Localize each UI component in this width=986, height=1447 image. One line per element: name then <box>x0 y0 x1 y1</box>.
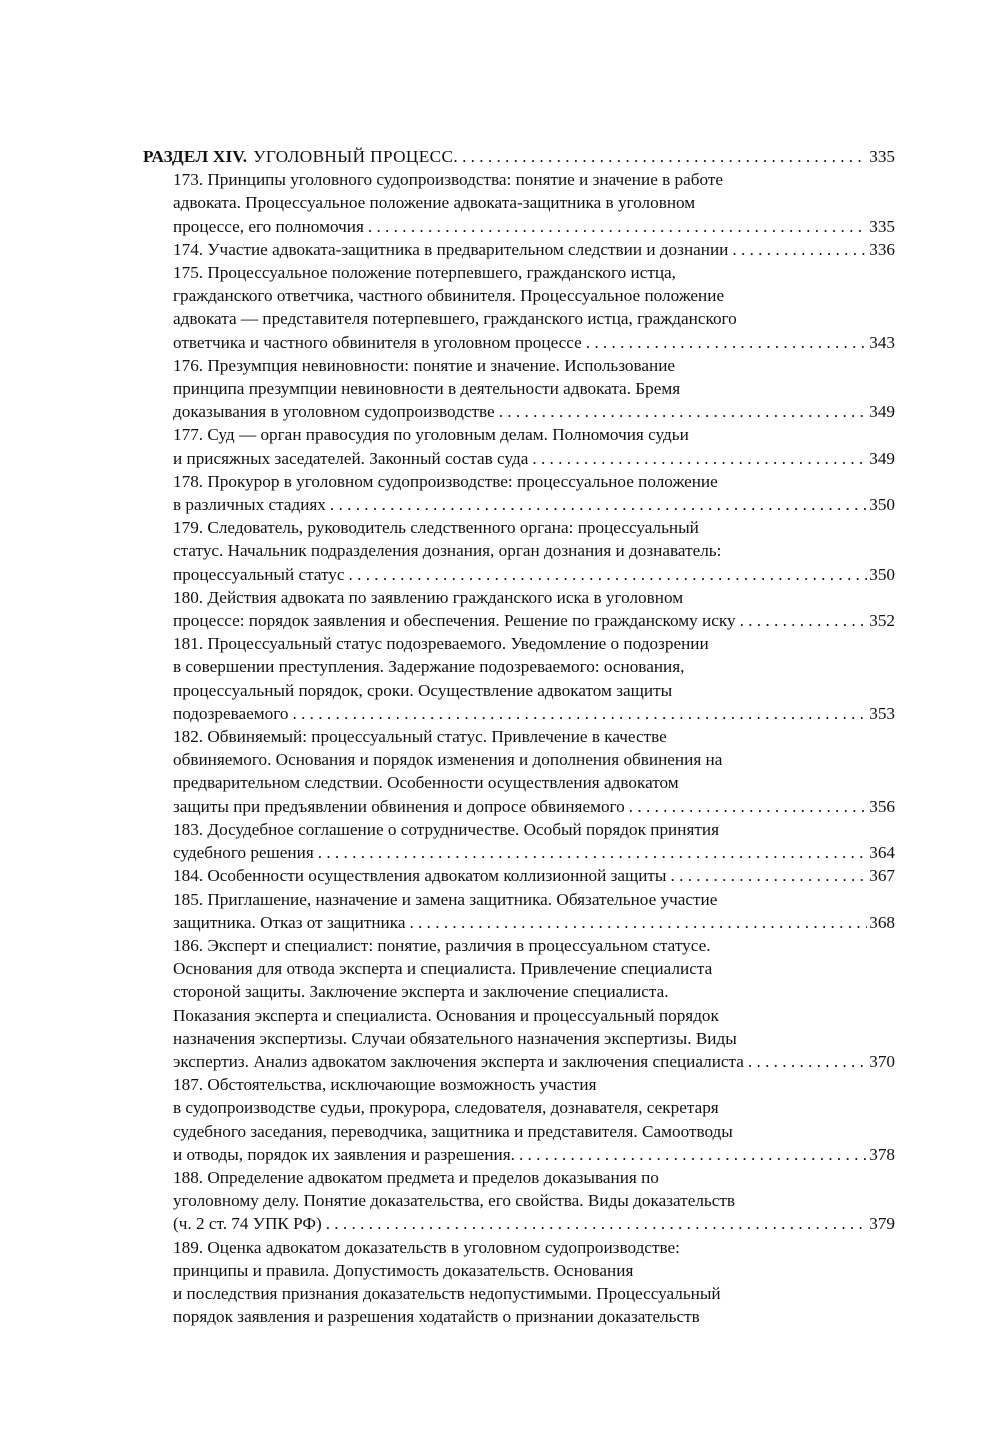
toc-entry-page-number: 368 <box>869 912 895 932</box>
toc-entry-line: 178. Прокурор в уголовном судопроизводстве: процессуальное положение <box>173 471 718 491</box>
leader-dots <box>288 702 867 725</box>
toc-entry-line: в судопроизводстве судьи, прокурора, следователя, дознавателя, секретаря <box>173 1098 719 1118</box>
leader-dots <box>495 400 868 423</box>
toc-entry-text: 184. Особенности осуществления адвокатом коллизионной защиты <box>173 866 667 886</box>
toc-entry-last-line <box>173 702 895 725</box>
toc-entry-page-number: 378 <box>869 1144 895 1164</box>
toc-entry-page-number: 367 <box>869 866 895 886</box>
leader-dots <box>625 795 867 818</box>
toc-entry <box>143 586 895 632</box>
toc-entry-line: 188. Определение адвокатом предмета и пределов доказывания по <box>173 1167 659 1187</box>
toc-entry-line: судебного заседания, переводчика, защитника и представителя. Самоотводы <box>173 1121 733 1141</box>
toc-entry <box>143 238 895 261</box>
toc-entry-last-line <box>173 1143 895 1166</box>
section-heading <box>143 145 895 168</box>
toc-entry-line: 181. Процессуальный статус подозреваемого. Уведомление о подозрении <box>173 634 709 654</box>
toc-entry-last-line <box>173 215 895 238</box>
toc-entry-text: судебного решения <box>173 843 314 863</box>
leader-dots <box>515 1143 867 1166</box>
toc-entry-line: адвоката. Процессуальное положение адвоката-защитника в уголовном <box>173 193 696 213</box>
toc-entry-last-line <box>173 1212 895 1235</box>
toc-entry-page-number: 370 <box>869 1051 895 1071</box>
toc-entry-line: назначения экспертизы. Случаи обязательного назначения экспертизы. Виды <box>173 1028 737 1048</box>
toc-entry-text: ответчика и частного обвинителя в уголовном процессе <box>173 332 582 352</box>
leader-dots <box>528 447 867 470</box>
toc-entry-text: 174. Участие адвоката-защитника в предварительном следствии и дознании <box>173 239 729 259</box>
toc-entry-last-line <box>173 493 895 516</box>
toc-entry <box>143 864 895 887</box>
toc-entry-text: процессуальный статус <box>173 564 345 584</box>
toc-entry <box>143 725 895 818</box>
toc-entry-line: 177. Суд — орган правосудия по уголовным делам. Полномочия судьи <box>173 425 689 445</box>
toc-entry-page-number: 349 <box>869 402 895 422</box>
toc-entry <box>143 934 895 1073</box>
toc-entry-text: процессе: порядок заявления и обеспечения. Решение по гражданскому иску <box>173 611 736 631</box>
toc-entry-line: гражданского ответчика, частного обвинителя. Процессуальное положение <box>173 286 725 306</box>
toc-entry-line: 173. Принципы уголовного судопроизводства: понятие и значение в работе <box>173 170 724 190</box>
toc-entry-last-line <box>173 911 895 934</box>
leader-dots <box>322 1212 868 1235</box>
toc-entry-line: 185. Приглашение, назначение и замена защитника. Обязательное участие <box>173 889 718 909</box>
toc-entry-text: доказывания в уголовном судопроизводстве <box>173 402 495 422</box>
toc-entry-line: 182. Обвиняемый: процессуальный статус. Привлечение в качестве <box>173 727 667 747</box>
toc-entry <box>143 168 895 238</box>
section-page-number: 335 <box>869 147 895 166</box>
toc-entry-text: процессе, его полномочия <box>173 216 364 236</box>
leader-dots <box>458 145 867 168</box>
toc-entry-text: и отводы, порядок их заявления и разрешения. <box>173 1144 515 1164</box>
toc-entry <box>143 632 895 725</box>
toc-entry-last-line <box>173 563 895 586</box>
toc-entry-line: 179. Следователь, руководитель следственного органа: процессуальный <box>173 518 699 538</box>
toc-entry-last-line <box>173 238 895 261</box>
toc-entry-line: принципы и правила. Допустимость доказательств. Основания <box>173 1260 634 1280</box>
toc-entry <box>143 1073 895 1166</box>
toc-entry-line: уголовному делу. Понятие доказательства, его свойства. Виды доказательств <box>173 1191 735 1211</box>
toc-entry-last-line <box>173 331 895 354</box>
toc-entry-line: обвиняемого. Основания и порядок изменения и дополнения обвинения на <box>173 750 723 770</box>
toc-entry-line: статус. Начальник подразделения дознания, орган дознания и дознаватель: <box>173 541 722 561</box>
toc-entry-line: и последствия признания доказательств недопустимыми. Процессуальный <box>173 1283 721 1303</box>
toc-entry-page-number: 356 <box>869 796 895 816</box>
toc-entry <box>143 888 895 934</box>
toc-entry-line: 175. Процессуальное положение потерпевшего, гражданского истца, <box>173 263 676 283</box>
toc-entry-page-number: 364 <box>869 843 895 863</box>
toc-entry-text: и присяжных заседателей. Законный состав суда <box>173 448 529 468</box>
leader-dots <box>314 841 867 864</box>
toc-entry <box>143 354 895 424</box>
toc-entry-line: 180. Действия адвоката по заявлению гражданского иска в уголовном <box>173 587 684 607</box>
toc-entry-text: защиты при предъявлении обвинения и допросе обвиняемого <box>173 796 625 816</box>
toc-entry-line: адвоката — представителя потерпевшего, гражданского истца, гражданского <box>173 309 737 329</box>
toc-entry-line: 186. Эксперт и специалист: понятие, различия в процессуальном статусе. <box>173 935 711 955</box>
toc-entry-line: 183. Досудебное соглашение о сотрудничестве. Особый порядок принятия <box>173 819 719 839</box>
toc-entry-page-number: 350 <box>869 564 895 584</box>
toc-entry-line: принципа презумпции невиновности в деятельности адвоката. Бремя <box>173 379 681 399</box>
toc-entry <box>143 1166 895 1236</box>
toc-entry-last-line <box>173 795 895 818</box>
toc-entry-text: (ч. 2 ст. 74 УПК РФ) <box>173 1214 322 1234</box>
toc-entry-line: предварительном следствии. Особенности осуществления адвокатом <box>173 773 679 793</box>
toc-entry-line: порядок заявления и разрешения ходатайств о признании доказательств <box>173 1307 700 1327</box>
leader-dots <box>667 864 868 887</box>
toc-entry-page-number: 343 <box>869 332 895 352</box>
toc-entry-page-number: 336 <box>869 239 895 259</box>
leader-dots <box>744 1050 867 1073</box>
toc-entry-text: экспертиз. Анализ адвокатом заключения эксперта и заключения специалиста <box>173 1051 744 1071</box>
toc-entry-text: подозреваемого <box>173 703 289 723</box>
toc-entry-page-number: 350 <box>869 495 895 515</box>
toc-entry-text: защитника. Отказ от защитника <box>173 912 406 932</box>
toc-entry-line: 187. Обстоятельства, исключающие возможность участия <box>173 1075 597 1095</box>
section-label: РАЗДЕЛ XIV. <box>143 147 248 166</box>
toc-entry <box>143 1236 895 1329</box>
toc-entry-page-number: 379 <box>869 1214 895 1234</box>
toc-entry-last-line <box>173 400 895 423</box>
leader-dots <box>364 215 867 238</box>
section-title: УГОЛОВНЫЙ ПРОЦЕСС. <box>253 147 459 166</box>
leader-dots <box>345 563 868 586</box>
toc-entry <box>143 470 895 516</box>
toc-entry-last-line <box>173 609 895 632</box>
leader-dots <box>736 609 868 632</box>
toc-entry <box>143 423 895 469</box>
toc-entry-line: Показания эксперта и специалиста. Основания и процессуальный порядок <box>173 1005 719 1025</box>
toc-entry-line: процессуальный порядок, сроки. Осуществление адвокатом защиты <box>173 680 673 700</box>
toc-entry-line: в совершении преступления. Задержание подозреваемого: основания, <box>173 657 685 677</box>
toc-entry <box>143 818 895 864</box>
toc-entry-line: 189. Оценка адвокатом доказательств в уголовном судопроизводстве: <box>173 1237 680 1257</box>
toc-entry-last-line <box>173 841 895 864</box>
toc-entry-line: стороной защиты. Заключение эксперта и заключение специалиста. <box>173 982 669 1002</box>
toc-entry-last-line <box>173 447 895 470</box>
toc-entry <box>143 516 895 586</box>
toc-entry <box>143 261 895 354</box>
table-of-contents <box>143 145 895 1328</box>
toc-entry-text: в различных стадиях <box>173 495 326 515</box>
toc-entry-line: Основания для отвода эксперта и специалиста. Привлечение специалиста <box>173 959 713 979</box>
leader-dots <box>728 238 867 261</box>
toc-entry-page-number: 353 <box>869 703 895 723</box>
toc-entry-page-number: 349 <box>869 448 895 468</box>
toc-entry-last-line <box>173 1050 895 1073</box>
toc-entry-line: 176. Презумпция невиновности: понятие и значение. Использование <box>173 355 676 375</box>
leader-dots <box>326 493 867 516</box>
leader-dots <box>582 331 867 354</box>
toc-entry-last-line <box>173 864 895 887</box>
leader-dots <box>405 911 867 934</box>
toc-entries <box>143 168 895 1328</box>
toc-entry-page-number: 335 <box>869 216 895 236</box>
toc-entry-page-number: 352 <box>869 611 895 631</box>
